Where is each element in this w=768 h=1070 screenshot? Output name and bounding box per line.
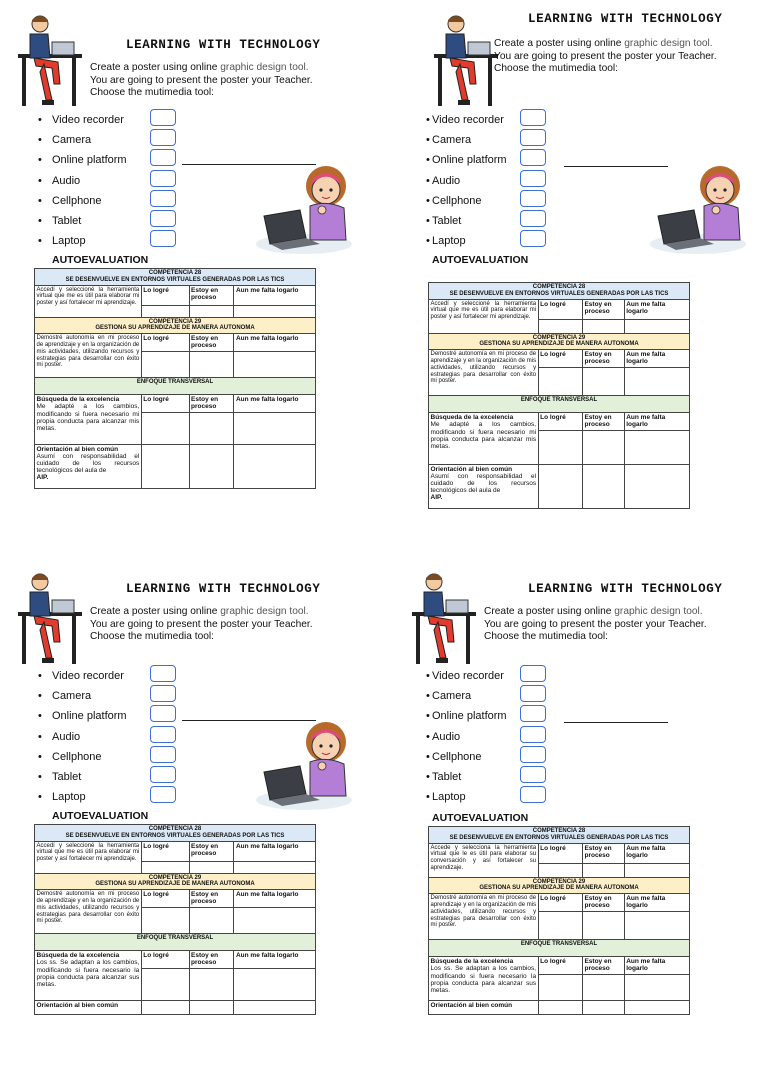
rating-cell[interactable] xyxy=(538,319,582,333)
list-item: • Cellphone xyxy=(426,749,566,769)
evaluation-table xyxy=(34,824,316,1015)
list-item: • Camera xyxy=(38,688,178,708)
col-aun-me-falta: Aun me falta logarlo xyxy=(234,285,316,305)
worksheet-copy-4 xyxy=(384,558,768,1070)
list-item: • Camera xyxy=(426,132,566,152)
list-item: • Online platform xyxy=(38,152,178,172)
tool-label: Laptop xyxy=(432,791,466,804)
tool-checkbox[interactable] xyxy=(150,705,176,722)
col-estoy-en-proceso: Estoy en proceso xyxy=(189,334,234,352)
list-item: • Laptop xyxy=(426,233,566,253)
competencia-28-description: Accedí y seleccioné la herramienta virtual que me es útil para elaborar mi poster y así fortalecer mi aprendizaje. xyxy=(35,841,142,873)
list-item: • Video recorder xyxy=(38,112,178,132)
tool-label: Camera xyxy=(52,690,92,703)
instruction-line-1a: Create a poster using online xyxy=(484,606,615,617)
worksheet-copy-2 xyxy=(384,0,768,512)
rating-cell[interactable] xyxy=(582,464,624,508)
tool-label: Video recorder xyxy=(52,670,124,682)
tool-checkbox[interactable] xyxy=(520,129,546,146)
col-estoy-en-proceso: Estoy en proceso xyxy=(582,299,624,319)
competencia-29-header: COMPETENCIA 29 GESTIONA SU APRENDIZAJE DE MANERA AUTONOMA xyxy=(35,873,316,890)
instruction-line-3: Choose the mutimedia tool: xyxy=(90,631,215,643)
worksheet-copy-1 xyxy=(0,0,384,512)
rating-cell[interactable] xyxy=(234,908,316,934)
worksheet-copy-3 xyxy=(0,558,384,1070)
worksheet-title: LEARNING WITH TECHNOLOGY xyxy=(528,12,723,26)
tool-label: Cellphone xyxy=(52,194,102,207)
tool-checkbox[interactable] xyxy=(520,210,546,227)
girl-with-laptop-illustration xyxy=(254,716,354,812)
rating-cell[interactable] xyxy=(582,912,624,940)
rating-cell[interactable] xyxy=(624,974,689,1000)
col-lo-logre: Lo logré xyxy=(538,299,582,319)
col-lo-logre: Lo logré xyxy=(538,350,582,368)
list-item: • Video recorder xyxy=(38,668,178,688)
tool-checkbox[interactable] xyxy=(520,190,546,207)
col-lo-logre: Lo logré xyxy=(141,951,189,968)
list-item: • Cellphone xyxy=(38,749,178,769)
rating-cell[interactable] xyxy=(141,412,189,444)
tool-checkbox[interactable] xyxy=(150,210,176,227)
tool-checkbox[interactable] xyxy=(520,786,546,803)
col-estoy-en-proceso: Estoy en proceso xyxy=(582,957,624,974)
list-item: • Camera xyxy=(426,688,566,708)
col-aun-me-falta: Aun me falta logarlo xyxy=(624,413,689,430)
student-at-computer-illustration xyxy=(430,12,502,108)
tool-label: Camera xyxy=(432,690,472,703)
orientacion-description: Orientación al bien común xyxy=(35,1000,142,1014)
col-aun-me-falta: Aun me falta logarlo xyxy=(234,841,316,861)
col-lo-logre: Lo logré xyxy=(141,890,189,908)
list-item: • Audio xyxy=(38,173,178,193)
tool-checkbox[interactable] xyxy=(150,109,176,126)
evaluation-table xyxy=(428,826,690,1015)
col-estoy-en-proceso: Estoy en proceso xyxy=(582,350,624,368)
tool-checkbox[interactable] xyxy=(520,170,546,187)
tool-label: Online platform xyxy=(52,154,127,167)
competencia-29-header: COMPETENCIA 29 GESTIONA SU APRENDIZAJE DE MANERA AUTONOMA xyxy=(35,317,316,334)
col-aun-me-falta: Aun me falta logarlo xyxy=(624,350,689,368)
col-aun-me-falta: Aun me falta logarlo xyxy=(234,951,316,968)
list-item: • Cellphone xyxy=(426,193,566,213)
instruction-line-1a: Create a poster using online xyxy=(494,38,625,49)
list-item: • Tablet xyxy=(426,769,566,789)
orientacion-description: Orientación al bien común Asumí con responsabilidad el cuidado de los recursos tecnológicos del aula de AIP. xyxy=(429,464,539,508)
tool-checkbox[interactable] xyxy=(520,230,546,247)
col-estoy-en-proceso: Estoy en proceso xyxy=(582,843,624,863)
competencia-28-header: COMPETENCIA 28 SE DESENVUELVE EN ENTORNOS VIRTUALES GENERADAS POR LAS TICS xyxy=(35,269,316,286)
list-item: • Tablet xyxy=(38,769,178,789)
rating-cell[interactable] xyxy=(189,444,234,488)
col-lo-logre: Lo logré xyxy=(538,957,582,974)
list-item: • Video recorder xyxy=(426,668,566,688)
tool-label: Tablet xyxy=(432,214,462,227)
rating-cell[interactable] xyxy=(582,319,624,333)
tool-list xyxy=(38,668,178,809)
tool-label: Audio xyxy=(52,730,81,743)
autoevaluation-heading: AUTOEVALUATION xyxy=(52,254,149,266)
tool-label: Tablet xyxy=(52,770,82,783)
tool-label: Camera xyxy=(432,134,472,147)
rating-cell[interactable] xyxy=(538,912,582,940)
tool-label: Online platform xyxy=(432,154,507,167)
tool-checkbox[interactable] xyxy=(150,786,176,803)
rating-cell[interactable] xyxy=(538,464,582,508)
student-at-computer-illustration xyxy=(408,570,480,666)
col-estoy-en-proceso: Estoy en proceso xyxy=(189,951,234,968)
list-item: • Laptop xyxy=(426,789,566,809)
list-item: • Audio xyxy=(38,729,178,749)
tool-checkbox[interactable] xyxy=(520,766,546,783)
competencia-28-description: Accedí y seleccioné la herramienta virtual que me es útil para elaborar mi poster y así fortalecer mi aprendizaje. xyxy=(35,285,142,317)
list-item: • Video recorder xyxy=(426,112,566,132)
instructions xyxy=(494,38,717,76)
competencia-29-description: Demostré autonomía en mi proceso de aprendizaje y en la organización de mis actividades, utilizando recursos y estrategias para desarrollar con éxito mi poster. xyxy=(35,890,142,934)
tool-checkbox[interactable] xyxy=(520,726,546,743)
tool-label: Tablet xyxy=(432,770,462,783)
rating-cell[interactable] xyxy=(141,305,189,317)
competencia-28-header: COMPETENCIA 28 SE DESENVUELVE EN ENTORNOS VIRTUALES GENERADAS POR LAS TICS xyxy=(429,827,690,844)
rating-cell[interactable] xyxy=(538,863,582,877)
col-lo-logre: Lo logré xyxy=(141,334,189,352)
competencia-28-header: COMPETENCIA 28 SE DESENVUELVE EN ENTORNOS VIRTUALES GENERADAS POR LAS TICS xyxy=(35,825,316,842)
tool-checkbox[interactable] xyxy=(150,685,176,702)
tool-label: Online platform xyxy=(52,710,127,723)
tool-label: Laptop xyxy=(52,791,86,804)
rating-cell[interactable] xyxy=(141,352,189,378)
tool-checkbox[interactable] xyxy=(150,149,176,166)
col-estoy-en-proceso: Estoy en proceso xyxy=(189,841,234,861)
instruction-line-3: Choose the mutimedia tool: xyxy=(484,631,609,643)
instruction-line-3: Choose the mutimedia tool: xyxy=(494,63,619,75)
tool-label: Audio xyxy=(432,174,461,187)
girl-with-laptop-illustration xyxy=(648,160,748,256)
col-aun-me-falta: Aun me falta logarlo xyxy=(234,395,316,412)
rating-cell[interactable] xyxy=(582,1000,624,1014)
tool-label: Video recorder xyxy=(52,114,124,126)
tool-label: Cellphone xyxy=(432,750,482,763)
rating-cell[interactable] xyxy=(624,464,689,508)
tool-checkbox[interactable] xyxy=(150,726,176,743)
rating-cell[interactable] xyxy=(141,861,189,873)
tool-checkbox[interactable] xyxy=(520,665,546,682)
rating-cell[interactable] xyxy=(538,430,582,464)
instruction-line-1a: Create a poster using online xyxy=(90,606,221,617)
tool-label: Video recorder xyxy=(432,670,504,682)
list-item: • Cellphone xyxy=(38,193,178,213)
tool-label: Video recorder xyxy=(432,114,504,126)
col-estoy-en-proceso: Estoy en proceso xyxy=(582,894,624,912)
rating-cell[interactable] xyxy=(538,974,582,1000)
tool-checkbox[interactable] xyxy=(150,665,176,682)
instruction-line-2: You are going to present the poster your Teacher. xyxy=(484,618,707,630)
instruction-line-2: You are going to present the poster your Teacher. xyxy=(90,74,313,86)
rating-cell[interactable] xyxy=(141,968,189,1000)
rating-cell[interactable] xyxy=(582,974,624,1000)
tool-label: Cellphone xyxy=(52,750,102,763)
col-lo-logre: Lo logré xyxy=(141,285,189,305)
competencia-28-header: COMPETENCIA 28 SE DESENVUELVE EN ENTORNOS VIRTUALES GENERADAS POR LAS TICS xyxy=(429,283,690,300)
autoevaluation-heading: AUTOEVALUATION xyxy=(432,812,529,824)
tool-checkbox[interactable] xyxy=(150,190,176,207)
girl-with-laptop-illustration xyxy=(254,160,354,256)
list-item: • Tablet xyxy=(426,213,566,233)
competencia-29-description: Demostré autonomía en mi proceso de aprendizaje y en la organización de mis actividades, utilizando recursos y estrategias para desarrollar con éxito mi poster. xyxy=(429,350,539,396)
list-item: • Tablet xyxy=(38,213,178,233)
competencia-28-description: Accedí y seleccioné la herramienta virtual que me es útil para elaborar mi poster y así fortalecer mi aprendizaje. xyxy=(429,299,539,333)
col-estoy-en-proceso: Estoy en proceso xyxy=(189,285,234,305)
list-item: • Online platform xyxy=(426,708,566,728)
rating-cell[interactable] xyxy=(189,861,234,873)
instruction-line-2: You are going to present the poster your Teacher. xyxy=(494,50,717,62)
student-at-computer-illustration xyxy=(14,12,86,108)
list-item: • Laptop xyxy=(38,789,178,809)
list-item: • Online platform xyxy=(426,152,566,172)
tool-checkbox[interactable] xyxy=(150,129,176,146)
rating-cell[interactable] xyxy=(141,908,189,934)
tool-label: Cellphone xyxy=(432,194,482,207)
rating-cell[interactable] xyxy=(624,430,689,464)
instructions xyxy=(90,62,313,100)
busqueda-description: Búsqueda de la excelencia Me adapté a los cambios, modificando si fuera necesario mi propia conducta para alcanzar mis metas. xyxy=(35,395,142,444)
rating-cell[interactable] xyxy=(624,368,689,396)
tool-checkbox[interactable] xyxy=(150,170,176,187)
rating-cell[interactable] xyxy=(234,968,316,1000)
tool-checkbox[interactable] xyxy=(520,685,546,702)
col-lo-logre: Lo logré xyxy=(538,843,582,863)
worksheet-title: LEARNING WITH TECHNOLOGY xyxy=(126,38,321,52)
tool-label: Audio xyxy=(52,174,81,187)
rating-cell[interactable] xyxy=(234,412,316,444)
rating-cell[interactable] xyxy=(234,861,316,873)
worksheet-title: LEARNING WITH TECHNOLOGY xyxy=(528,582,723,596)
enfoque-transversal-header: ENFOQUE TRANSVERSAL xyxy=(35,378,316,395)
competencia-29-header: COMPETENCIA 29 GESTIONA SU APRENDIZAJE DE MANERA AUTONOMA xyxy=(429,877,690,894)
answer-blank-line[interactable] xyxy=(564,722,668,723)
rating-cell[interactable] xyxy=(189,352,234,378)
list-item: • Online platform xyxy=(38,708,178,728)
evaluation-table xyxy=(428,282,690,509)
instruction-line-1a: Create a poster using online xyxy=(90,62,221,73)
instructions xyxy=(90,606,313,644)
col-lo-logre: Lo logré xyxy=(141,841,189,861)
rating-cell[interactable] xyxy=(189,412,234,444)
autoevaluation-heading: AUTOEVALUATION xyxy=(432,254,529,266)
rating-cell[interactable] xyxy=(234,444,316,488)
tool-checkbox[interactable] xyxy=(520,149,546,166)
list-item: • Audio xyxy=(426,173,566,193)
col-aun-me-falta: Aun me falta logarlo xyxy=(624,843,689,863)
orientacion-description: Orientación al bien común xyxy=(429,1000,539,1014)
col-lo-logre: Lo logré xyxy=(538,894,582,912)
tool-checkbox[interactable] xyxy=(520,746,546,763)
rating-cell[interactable] xyxy=(582,430,624,464)
rating-cell[interactable] xyxy=(624,319,689,333)
instruction-line-1b: graphic design tool. xyxy=(220,62,309,73)
col-aun-me-falta: Aun me falta logarlo xyxy=(234,890,316,908)
tool-label: Audio xyxy=(432,730,461,743)
rating-cell[interactable] xyxy=(234,1000,316,1014)
rating-cell[interactable] xyxy=(189,1000,234,1014)
rating-cell[interactable] xyxy=(234,352,316,378)
enfoque-transversal-header: ENFOQUE TRANSVERSAL xyxy=(429,396,690,413)
enfoque-transversal-header: ENFOQUE TRANSVERSAL xyxy=(429,940,690,957)
student-at-computer-illustration xyxy=(14,570,86,666)
rating-cell[interactable] xyxy=(624,912,689,940)
tool-label: Laptop xyxy=(432,235,466,248)
rating-cell[interactable] xyxy=(189,305,234,317)
col-lo-logre: Lo logré xyxy=(538,413,582,430)
instruction-line-3: Choose the mutimedia tool: xyxy=(90,87,215,99)
competencia-29-description: Demostré autonomía en mi proceso de aprendizaje y en la organización de mis actividades, utilizando recursos y estrategias para desarrollar con éxito mi poster. xyxy=(35,334,142,378)
rating-cell[interactable] xyxy=(189,908,234,934)
rating-cell[interactable] xyxy=(141,444,189,488)
col-lo-logre: Lo logré xyxy=(141,395,189,412)
busqueda-description: Búsqueda de la excelencia Los ss. Se adaptan a los cambios, modificando si fuera necesario la propia conducta para alcanzar sus metas. xyxy=(35,951,142,1000)
tool-checkbox[interactable] xyxy=(150,766,176,783)
rating-cell[interactable] xyxy=(141,1000,189,1014)
tool-label: Online platform xyxy=(432,710,507,723)
orientacion-description: Orientación al bien común Asumí con responsabilidad el cuidado de los recursos tecnológicos del aula de AIP. xyxy=(35,444,142,488)
col-aun-me-falta: Aun me falta logarlo xyxy=(624,299,689,319)
rating-cell[interactable] xyxy=(624,863,689,877)
col-estoy-en-proceso: Estoy en proceso xyxy=(189,890,234,908)
rating-cell[interactable] xyxy=(582,368,624,396)
instruction-line-1b: graphic design tool. xyxy=(614,606,703,617)
enfoque-transversal-header: ENFOQUE TRANSVERSAL xyxy=(35,934,316,951)
rating-cell[interactable] xyxy=(538,368,582,396)
tool-label: Tablet xyxy=(52,214,82,227)
list-item: • Laptop xyxy=(38,233,178,253)
tool-list xyxy=(426,112,566,253)
tool-checkbox[interactable] xyxy=(520,109,546,126)
rating-cell[interactable] xyxy=(538,1000,582,1014)
col-aun-me-falta: Aun me falta logarlo xyxy=(624,957,689,974)
competencia-29-description: Demostré autonomía en mi proceso de aprendizaje y en la organización de mis actividades, utilizando recursos y estrategias para desarrollar con éxito mi poster. xyxy=(429,894,539,940)
tool-label: Camera xyxy=(52,134,92,147)
tool-checkbox[interactable] xyxy=(150,230,176,247)
col-estoy-en-proceso: Estoy en proceso xyxy=(189,395,234,412)
list-item: • Audio xyxy=(426,729,566,749)
col-aun-me-falta: Aun me falta logarlo xyxy=(624,894,689,912)
tool-list xyxy=(426,668,566,809)
rating-cell[interactable] xyxy=(189,968,234,1000)
tool-checkbox[interactable] xyxy=(520,705,546,722)
autoevaluation-heading: AUTOEVALUATION xyxy=(52,810,149,822)
busqueda-description: Búsqueda de la excelencia Los ss. Se adaptan a los cambios, modificando si fuera necesario la propia conducta para alcanzar sus metas. xyxy=(429,957,539,1000)
instruction-line-1b: graphic design tool. xyxy=(624,38,713,49)
busqueda-description: Búsqueda de la excelencia Me adapté a los cambios, modificando si fuera necesario mi propia conducta para alcanzar mis metas. xyxy=(429,413,539,464)
worksheet-title: LEARNING WITH TECHNOLOGY xyxy=(126,582,321,596)
instruction-line-2: You are going to present the poster your Teacher. xyxy=(90,618,313,630)
instructions xyxy=(484,606,707,644)
rating-cell[interactable] xyxy=(234,305,316,317)
evaluation-table xyxy=(34,268,316,489)
list-item: • Camera xyxy=(38,132,178,152)
tool-label: Laptop xyxy=(52,235,86,248)
rating-cell[interactable] xyxy=(624,1000,689,1014)
instruction-line-1b: graphic design tool. xyxy=(220,606,309,617)
tool-checkbox[interactable] xyxy=(150,746,176,763)
competencia-29-header: COMPETENCIA 29 GESTIONA SU APRENDIZAJE DE MANERA AUTONOMA xyxy=(429,333,690,350)
tool-list xyxy=(38,112,178,253)
col-aun-me-falta: Aun me falta logarlo xyxy=(234,334,316,352)
competencia-28-description: Accede y selecciona la herramienta virtual que le es útil para elaborar su conversación y así fortalecer su aprendizaje. xyxy=(429,843,539,877)
col-estoy-en-proceso: Estoy en proceso xyxy=(582,413,624,430)
rating-cell[interactable] xyxy=(582,863,624,877)
